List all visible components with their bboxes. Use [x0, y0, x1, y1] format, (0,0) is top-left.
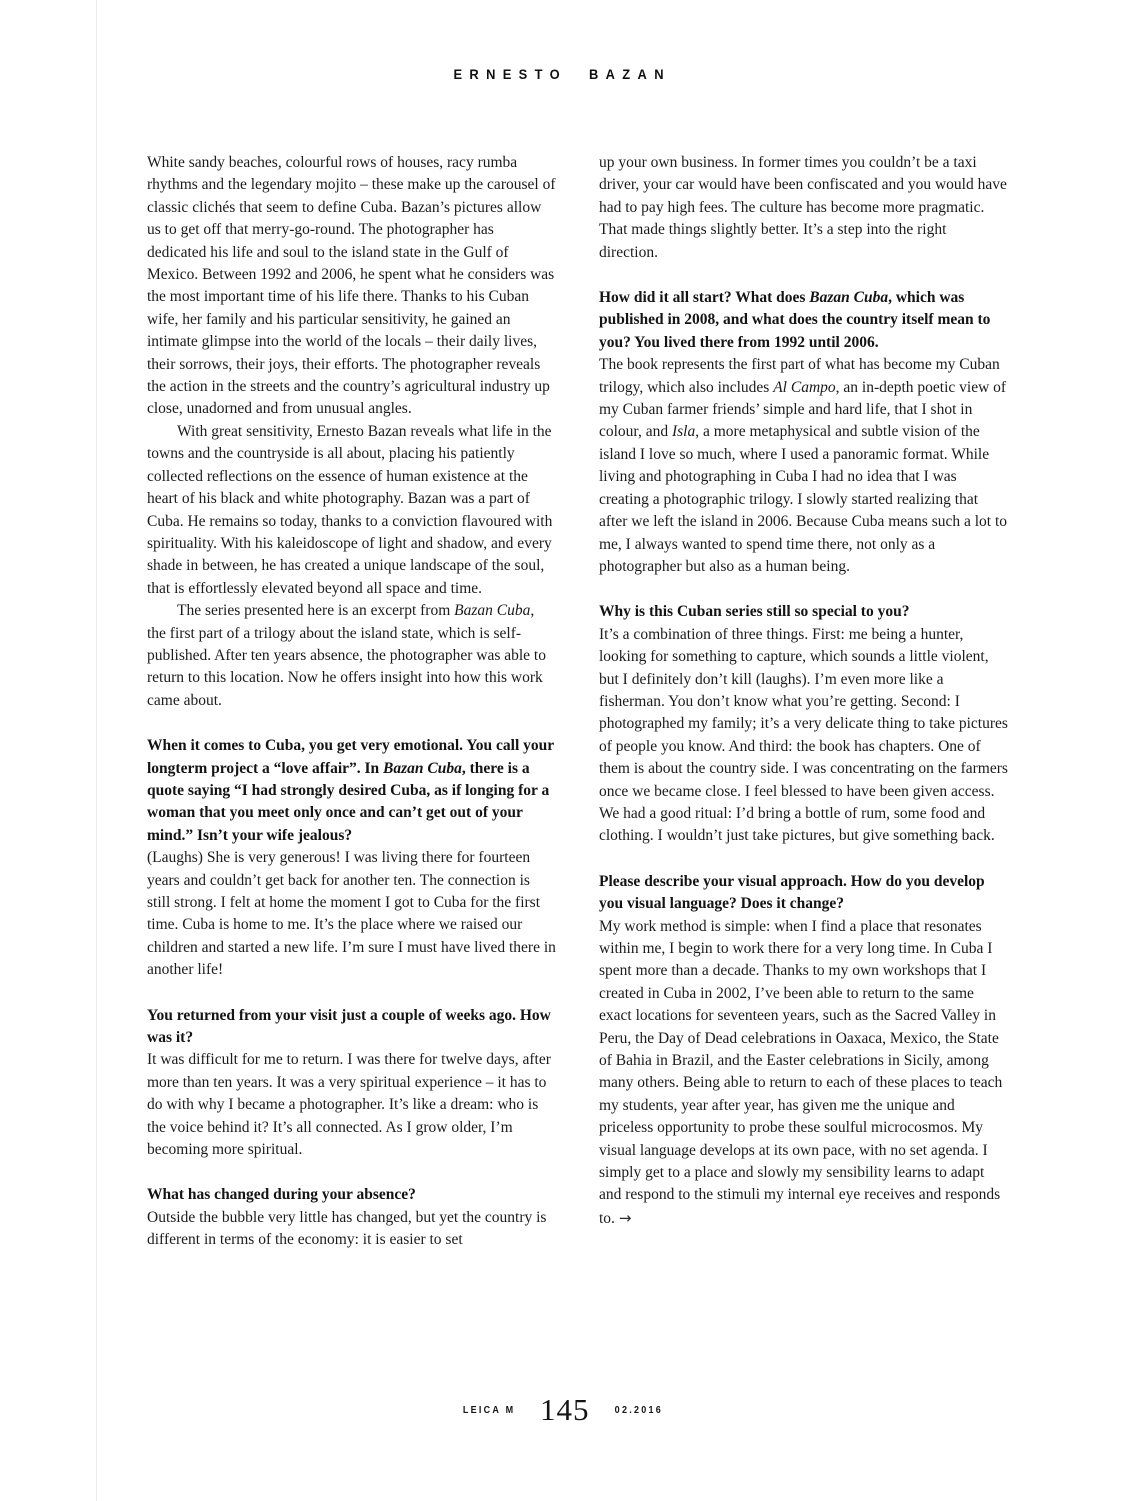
magazine-name: LEICA M	[462, 1404, 516, 1416]
article-paragraph: Outside the bubble very little has changed, but yet the country is different in terms of the economy: it is easier to set	[147, 1208, 547, 1249]
intro-paragraph: White sandy beaches, colourful rows of houses, racy rumba rhythms and the legendary mojito – these make up the carousel of classic clichés that seem to define Cuba. Bazan’s pictures allow us to get off that merry-go-round. The photographer has dedicated his life and soul to the island state in the Gulf of Mexico. Between 1992 and 2006, he spent what he considers was the most important time of his life there. Thanks to his Cuban wife, her family and his particular sensitivity, he gained an intimate glimpse into the world of the locals – their daily lives, their sorrows, their joys, their efforts. The photographer reveals the action in the streets and the country’s agricultural industry up close, unadorned and from unusual angles.	[147, 154, 556, 418]
interview-question: When it comes to Cuba, you get very emotional. You call your longterm project a “love affair”. In Bazan Cuba, there is a quote saying “I had strongly desired Cuba, as if longing for a woman that you meet only once and can’t get out of your mind.” Isn’t your wife jealous?	[147, 737, 554, 844]
article-paragraph: It’s a combination of three things. First: me being a hunter, looking for something to capture, which sounds a little violent, but I definitely don’t kill (laughs). I’m even more like a fisherman. You don’t know what you’re getting. Second: I photographed my family; it’s a very delicate thing to take pictures of people you know. And third: the book has chapters. One of them is about the country side. I was concentrating on the farmers once we became close. I feel blessed to have been given access. We had a good ritual: I’d bring a bottle of rum, some food and clothing. I wouldn’t just take pictures, but give something back.	[599, 625, 1008, 845]
page-edge-line	[96, 0, 97, 1501]
page-header	[0, 66, 1125, 84]
interview-question: What has changed during your absence?	[147, 1186, 416, 1204]
article-paragraph: My work method is simple: when I find a place that resonates within me, I begin to work there for a very long time. In Cuba I spent more than a decade. Thanks to my own workshops that I created in Cuba in 2002, I’ve been able to return to the same exact locations for seventeen years, such as the Sacred Valley in Peru, the Day of Dead celebrations in Oaxaca, Mexico, the State of Bahia in Brazil, and the Easter celebrations in Sicily, among many others. Being able to return to each of these places to teach my students, year after year, has given me the unique and priceless opportunity to probe these soulful microcosmos. My visual language develops at its own pace, with no set agenda. I simply get to a place and slowly my sensibility learns to adapt and respond to the stimuli my internal eye receives and responds to. →	[599, 917, 1003, 1227]
article-paragraph: With great sensitivity, Ernesto Bazan reveals what life in the towns and the countryside is all about, placing his patiently collected reflections on the essence of human existence at the heart of his black and white photography. Bazan was a part of Cuba. He remains so today, thanks to a conviction flavoured with spirituality. With his kaleidoscope of light and shadow, and every shade in between, he has created a unique landscape of the soul, that is effortlessly elevated beyond all space and time.	[147, 422, 553, 597]
continue-arrow-icon: →	[618, 1208, 632, 1227]
article-paragraph: The book represents the first part of what has become my Cuban trilogy, which also includes Al Campo, an in-depth poetic view of my Cuban farmer friends’ simple and hard life, that I shot in colour, and Isla, a more metaphysical and subtle vision of the island I love so much, where I used a panoramic format. While living and photographing in Cuba I had no idea that I was creating a photographic trilogy. I slowly started realizing that after we left the island in 2006. Because Cuba means such a lot to me, I always wanted to spend time there, not only as a photographer but also as a human being.	[599, 356, 1008, 575]
page-title: ERNESTO BAZAN	[453, 66, 672, 82]
issue-date: 02.2016	[614, 1404, 663, 1416]
page-footer	[0, 1392, 1125, 1428]
page-number: 145	[540, 1392, 590, 1427]
article-paragraph: (Laughs) She is very generous! I was living there for fourteen years and couldn’t get back for another ten. The connection is still strong. I felt at home the moment I got to Cuba for the first time. Cuba is home to me. It’s the place where we raised our children and started a new life. I’m sure I must have lived there in another life!	[147, 849, 556, 979]
interview-question: Why is this Cuban series still so special to you?	[599, 603, 910, 621]
interview-question: How did it all start? What does Bazan Cuba, which was published in 2008, and what does the country itself mean to you? You lived there from 1992 until 2006.	[599, 289, 991, 351]
article-column-right	[599, 152, 1009, 1252]
article-body	[147, 152, 1009, 1252]
article-column-left	[147, 152, 557, 1252]
article-paragraph: The series presented here is an excerpt from Bazan Cuba, the first part of a trilogy about the island state, which is self-published. After ten years absence, the photographer was able to return to this location. Now he offers insight into how this work came about.	[147, 602, 546, 709]
interview-question: Please describe your visual approach. How do you develop you visual language? Does it change?	[599, 872, 985, 913]
article-paragraph: up your own business. In former times you couldn’t be a taxi driver, your car would have been confiscated and you would have had to pay high fees. The culture has become more pragmatic. That made things slightly better. It’s a step into the right direction.	[599, 154, 1007, 261]
article-paragraph: It was difficult for me to return. I was there for twelve days, after more than ten years. It was a very spiritual experience – it has to do with why I became a photographer. It’s like a dream: who is the voice behind it? It’s all connected. As I grow older, I’m becoming more spiritual.	[147, 1051, 551, 1159]
interview-question: You returned from your visit just a couple of weeks ago. How was it?	[147, 1006, 551, 1047]
